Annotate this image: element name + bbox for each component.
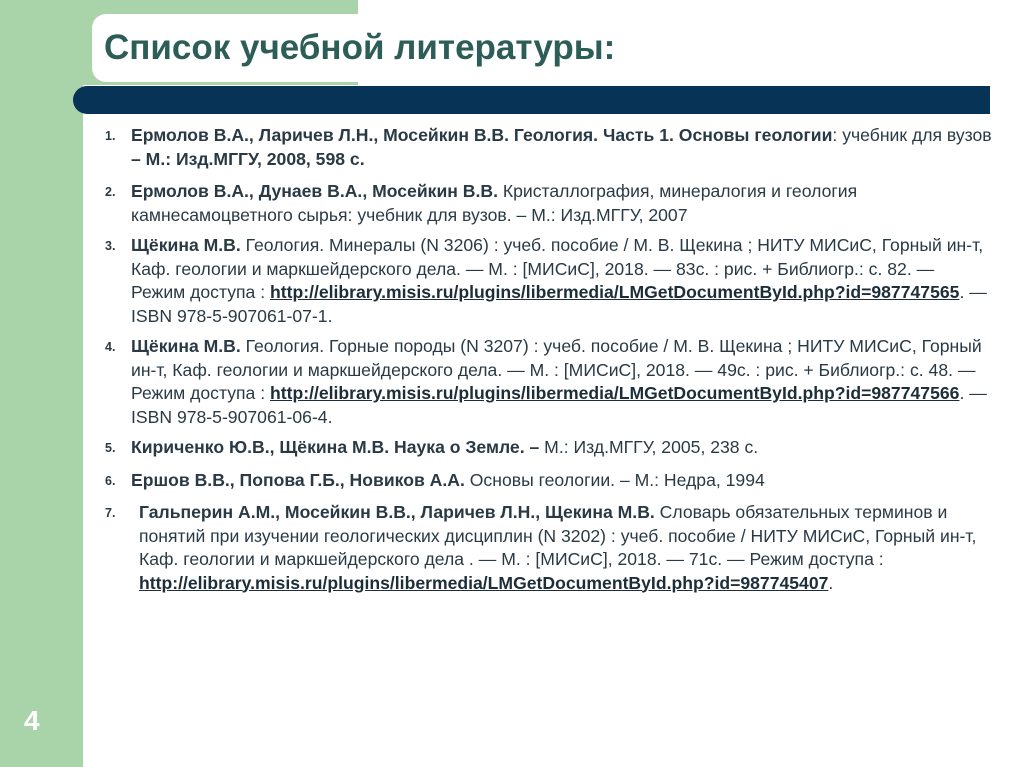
left-accent-band xyxy=(0,0,83,767)
reference-text: Словарь обязательных терминов и понятий при изучении геологических дисциплин (N 3202) : учеб. пособие / НИТУ МИСиС, Горный ин-т, Каф. геологии и маркшейдерского дела . — М. : [МИСиС], 2018. — 71с. — Режим доступа : xyxy=(139,502,977,569)
reference-number: 3. xyxy=(105,239,116,253)
reference-publisher: – М.: Изд.МГГУ, 2008, 598 с. xyxy=(131,148,365,169)
reference-authors: Ершов В.В., Попова Г.Б., Новиков А.А. xyxy=(131,469,465,490)
reference-item-1 xyxy=(105,124,993,171)
reference-item-3 xyxy=(105,234,993,328)
reference-text: Кристаллография, минералогия и геология камнесамоцветного сырья: учебник для вузов. – М.: Изд.МГГУ, 2007 xyxy=(131,181,858,225)
reference-link[interactable]: http://elibrary.misis.ru/plugins/libermedia/LMGetDocumentById.php?id=987745407 xyxy=(139,572,829,593)
reference-number: 2. xyxy=(105,185,116,199)
reference-number: 1. xyxy=(105,129,116,143)
reference-item-7 xyxy=(105,501,993,595)
reference-number: 6. xyxy=(105,473,116,488)
reference-authors: Ермолов В.А., Ларичев Л.Н., Мосейкин В.В. Геология. Часть 1. Основы геологии xyxy=(131,125,833,145)
reference-text: М.: Изд.МГГУ, 2005, 238 с. xyxy=(539,437,759,457)
reference-item-6 xyxy=(105,469,993,493)
slide-number: 4 xyxy=(24,705,40,736)
reference-number: 7. xyxy=(105,506,116,520)
reference-authors: Щёкина М.В. xyxy=(131,336,241,356)
reference-item-2 xyxy=(105,180,993,227)
reference-text: Основы геологии. – М.: Недра, 1994 xyxy=(464,469,765,490)
page-title: Список учебной литературы: xyxy=(104,28,616,67)
reference-item-4 xyxy=(105,335,993,429)
reference-authors: Ермолов В.А., Дунаев В.А., Мосейкин В.В. xyxy=(131,181,498,201)
reference-link[interactable]: http://elibrary.misis.ru/plugins/libermedia/LMGetDocumentById.php?id=987747565 xyxy=(270,282,960,302)
reference-isbn: . — ISBN 978-5-907061-07-1. xyxy=(131,282,987,326)
reference-isbn: . — ISBN 978-5-907061-06-4. xyxy=(131,383,987,427)
reference-authors: Гальперин А.М., Мосейкин В.В., Ларичев Л.Н., Щекина М.В. xyxy=(139,502,655,522)
reference-text: Геология. Минералы (N 3206) : учеб. пособие / М. В. Щекина ; НИТУ МИСиС, Горный ин-т, Каф. геологии и маркшейдерского дела. — М. : [МИСиС], 2018. — 83с. : рис. + Библиогр.: с. 82. — Режим доступа : xyxy=(131,235,984,302)
reference-item-5 xyxy=(105,436,993,460)
reference-text: Геология. Горные породы (N 3207) : учеб. пособие / М. В. Щекина ; НИТУ МИСиС, Горный ин-т, Каф. геологии и маркшейдерского дела. — М. : [МИСиС], 2018. — 49с. : рис. + Библиогр.: с. 48. — Режим доступа : xyxy=(131,336,982,403)
reference-list xyxy=(105,124,993,595)
reference-authors: Щёкина М.В. xyxy=(131,235,241,255)
reference-authors: Кириченко Ю.В., Щёкина М.В. Наука о Земле. – xyxy=(131,437,540,457)
reference-number: 4. xyxy=(105,340,116,354)
reference-link[interactable]: http://elibrary.misis.ru/plugins/libermedia/LMGetDocumentById.php?id=987747566 xyxy=(270,383,960,403)
reference-tail: . xyxy=(828,572,834,593)
title-underline-bar xyxy=(73,86,990,114)
reference-number: 5. xyxy=(105,441,116,455)
reference-text: : учебник для вузов xyxy=(832,125,992,145)
